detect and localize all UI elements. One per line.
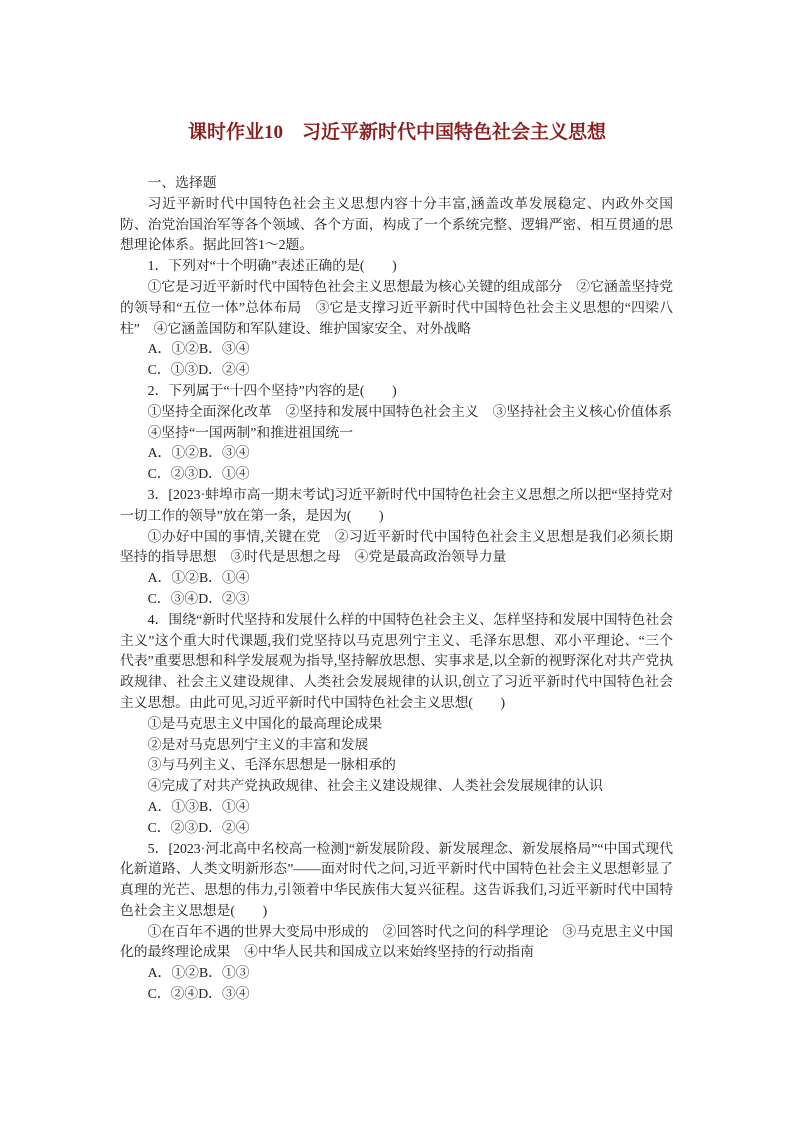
option-c: C．①③ (147, 362, 199, 378)
option-d: D．②③ (198, 590, 250, 606)
option-a: A．①② (147, 965, 199, 981)
option-b: B．③④ (198, 445, 250, 461)
option-a: A．①② (147, 341, 199, 357)
question-2-item-4: ④坚持“一国两制”和推进祖国统一 (147, 424, 353, 440)
question-5-items: ①在百年不遇的世界大变局中形成的 ②回答时代之问的科学理论 ③马克思主义中国化的最终理论成果 ④中华人民共和国成立以来始终坚持的行动指南 (120, 923, 673, 960)
question-5-stem: 5．[2023·河北高中名校高一检测]“新发展阶段、新发展理念、新发展格局”“中国式现代化新道路、人类文明新形态”——面对时代之问,习近平新时代中国特色社会主义思想彰显了真理的光芒、思想的伟力,引领着中华民族伟大复兴征程。这告诉我们,习近平新时代中国特色社会主义思想是( ) (120, 840, 673, 918)
option-b: B．①③ (198, 965, 250, 981)
question-4-item-4: ④完成了对共产党执政规律、社会主义建设规律、人类社会发展规律的认识 (147, 778, 603, 794)
question-2-stem: 2．下列属于“十四个坚持”内容的是( ) (147, 382, 397, 398)
option-d: D．③④ (198, 986, 250, 1002)
question-2-items: ①坚持全面深化改革 ②坚持和发展中国特色社会主义 ③坚持社会主义核心价值体系 (147, 403, 672, 419)
option-b: B．①④ (198, 798, 250, 814)
option-a: A．①③ (147, 798, 199, 814)
option-c: C．②③ (147, 819, 199, 835)
question-1-items: ①它是习近平新时代中国特色社会主义思想最为核心关键的组成部分 ②它涵盖坚持党的领导和“五位一体”总体布局 ③它是支撑习近平新时代中国特色社会主义思想的“四梁八柱” ④它涵盖国防和军队建设、维护国家安全、对外战略 (120, 278, 673, 336)
question-4-options-row-1 (120, 797, 673, 818)
option-d: D．②④ (198, 819, 250, 835)
question-4-options-row-2 (120, 818, 673, 839)
question-4-item-3: ③与马列主义、毛泽东思想是一脉相承的 (147, 757, 396, 773)
question-3-items: ①办好中国的事情,关键在党 ②习近平新时代中国特色社会主义思想是我们必须长期坚持的指导思想 ③时代是思想之母 ④党是最高政治领导力量 (120, 528, 673, 565)
question-4-item-1: ①是马克思主义中国化的最高理论成果 (147, 715, 383, 731)
option-c: C．②③ (147, 466, 199, 482)
question-3-options-row-2 (120, 589, 673, 610)
option-b: B．③④ (198, 341, 250, 357)
question-5-options-row-2 (120, 984, 673, 1005)
option-c: C．②④ (147, 986, 199, 1002)
question-4-item-2: ②是对马克思列宁主义的丰富和发展 (147, 736, 369, 752)
option-d: D．①④ (198, 466, 250, 482)
question-3-stem: 3．[2023·蚌埠市高一期末考试]习近平新时代中国特色社会主义思想之所以把“坚持党对一切工作的领导”放在第一条，是因为( ) (120, 486, 673, 523)
option-b: B．①④ (198, 570, 250, 586)
document-body (120, 173, 673, 1005)
question-2-options-row-2 (120, 464, 673, 485)
page-title: 课时作业10 习近平新时代中国特色社会主义思想 (187, 122, 606, 143)
option-c: C．③④ (147, 590, 199, 606)
intro-paragraph: 习近平新时代中国特色社会主义思想内容十分丰富,涵盖改革发展稳定、内政外交国防、治党治国治军等各个领域、各个方面，构成了一个系统完整、逻辑严密、相互贯通的思想理论体系。据此回答1～2题。 (120, 195, 673, 253)
question-1-stem: 1．下列对“十个明确”表述正确的是( ) (147, 258, 397, 274)
option-a: A．①② (147, 445, 199, 461)
question-4-stem: 4．围绕“新时代坚持和发展什么样的中国特色社会主义、怎样坚持和发展中国特色社会主义”这个重大时代课题,我们党坚持以马克思列宁主义、毛泽东思想、邓小平理论、“三个代表”重要思想和科学发展观为指导,坚持解放思想、实事求是,以全新的视野深化对共产党执政规律、社会主义建设规律、人类社会发展规律的认识,创立了习近平新时代中国特色社会主义思想。由此可见,习近平新时代中国特色社会主义思想( ) (120, 611, 673, 710)
question-2-options-row-1 (120, 443, 673, 464)
question-3-options-row-1 (120, 568, 673, 589)
section-heading: 一、选择题 (147, 175, 217, 190)
question-5-options-row-1 (120, 963, 673, 984)
option-d: D．②④ (198, 362, 250, 378)
question-1-options-row-2 (120, 360, 673, 381)
option-a: A．①② (147, 570, 199, 586)
question-1-options-row-1 (120, 339, 673, 360)
